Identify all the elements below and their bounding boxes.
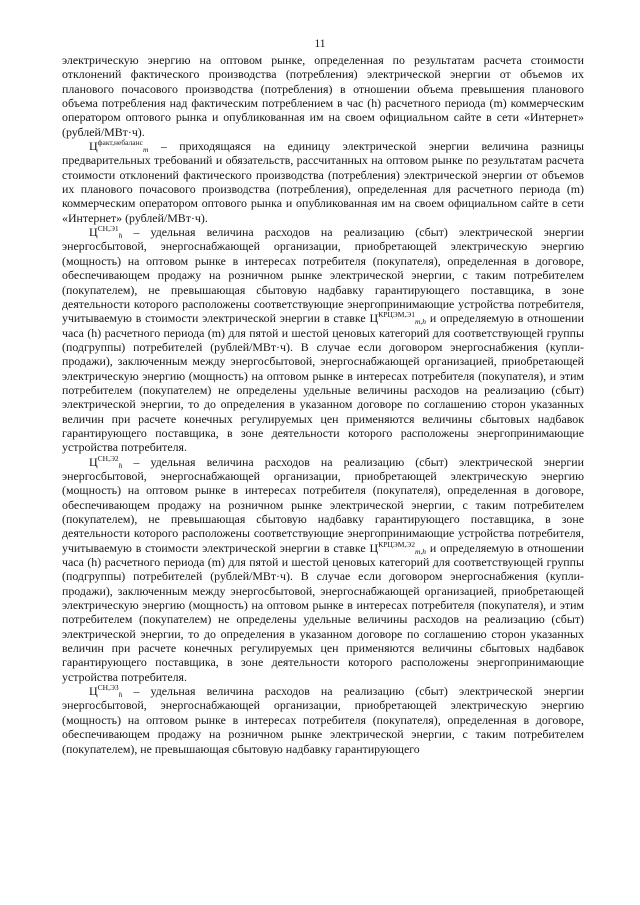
definition-text: – приходящаяся на единицу электрической энергии величина разницы предварительных требований и обязательств, рассчитанных на оптовом рынке по результатам расчета стоимости отклонений фактического производства (потребления) электрической энергии от объемов их планового почасового производства (потребления), определенная для расчетного периода (m) коммерческим оператором оптового рынка и опубликованная им на своем официальном сайте в сети «Интернет» (рублей/МВт·ч). bbox=[62, 139, 584, 225]
definition-sn-e3 bbox=[62, 684, 584, 756]
paragraph-text: электрическую энергию на оптовом рынке, определенная по результатам расчета стоимости отклонений фактического производства (потребления) электрической энергии от объемов их планового почасового производства (потребления) в отношении объема превышения планового объема потребления над фактическим потреблением в час (h) расчетного периода (m) коммерческим оператором оптового рынка и опубликованная им на своем официальном сайте в сети «Интернет» (рублей/МВт·ч). bbox=[62, 53, 584, 139]
definition-fact-imbalance bbox=[62, 139, 584, 225]
definition-text: – удельная величина расходов на реализацию (сбыт) электрической энергии энергосбытовой, энергоснабжающей организации, приобретающей электрическую энергию (мощность) на оптовом рынке в интересах потребителя (покупателя), определенная в договоре, обеспечивающем продажу на розничном рынке электрической энергии, с таким потребителем (покупателем), не превышающая сбытовую надбавку гарантирующего поставщика, в зоне деятельности которого расположены соответствующие энергопринимающие устройства потребителя, учитываемую в стоимости электрической энергии в ставке bbox=[62, 454, 584, 555]
inline-formula-symbol: $Ц^{КРЦЭМ,Э1}_{m,h}$ bbox=[369, 310, 427, 327]
formula-symbol: $Ц^{СН,Э3}_h$ bbox=[89, 683, 123, 700]
formula-symbol: $Ц^{СН,Э1}_h$ bbox=[89, 224, 123, 241]
inline-formula-symbol: $Ц^{КРЦЭМ,Э2}_{m,h}$ bbox=[369, 539, 427, 556]
formula-symbol: $Ц^{факт,небаланс}_m$ bbox=[89, 138, 149, 155]
page-number: 11 bbox=[314, 38, 326, 50]
definition-sn-e2 bbox=[62, 455, 584, 685]
definition-sn-e1 bbox=[62, 225, 584, 455]
definition-text-cont: и определяемую в отношении часа (h) расчетного периода (m) для пятой и шестой ценовых категорий для соответствующей группы (подгруппы) потребителей (рублей/МВт·ч). В случае если договором энергоснабжения (купли-продажи), заключенным между энергосбытовой, энергоснабжающей организацией, приобретающей электрическую энергию (мощность) на оптовом рынке в интересах потребителя (покупателя), и этим потребителем (покупателем) не определены удельные величины расходов на реализацию (сбыт) электрической энергии, то до определения в указанном договоре по соглашению сторон указанных величин при расчете конечных регулируемых цен применяются величины сбытовых надбавок гарантирующего поставщика, в зоне деятельности которого расположены энергопринимающие устройства потребителя. bbox=[62, 540, 584, 684]
document-body bbox=[62, 53, 584, 756]
definition-text: – удельная величина расходов на реализацию (сбыт) электрической энергии энергосбытовой, энергоснабжающей организации, приобретающей электрическую энергию (мощность) на оптовом рынке в интересах потребителя (покупателя), определенная в договоре, обеспечивающем продажу на розничном рынке электрической энергии, с таким потребителем (покупателем), не превышающая сбытовую надбавку гарантирующего поставщика, в зоне деятельности которого расположены соответствующие энергопринимающие устройства потребителя, учитываемую в стоимости электрической энергии в ставке bbox=[62, 225, 584, 326]
definition-text: – удельная величина расходов на реализацию (сбыт) электрической энергии энергосбытовой, энергоснабжающей организации, приобретающей электрическую энергию (мощность) на оптовом рынке в интересах потребителя (покупателя), определенная в договоре, обеспечивающем продажу на розничном рынке электрической энергии, с таким потребителем (покупателем), не превышающая сбытовую надбавку гарантирующего bbox=[62, 684, 584, 756]
paragraph-continuation bbox=[62, 53, 584, 139]
formula-symbol: $Ц^{СН,Э2}_h$ bbox=[89, 453, 123, 470]
definition-text-cont: и определяемую в отношении часа (h) расчетного периода (m) для пятой и шестой ценовых категорий для соответствующей группы (подгруппы) потребителей (рублей/МВт·ч). В случае если договором энергоснабжения (купли-продажи), заключенным между энергосбытовой, энергоснабжающей организацией, приобретающей электрическую энергию (мощность) на оптовом рынке в интересах потребителя (покупателя), и этим потребителем (покупателем) не определены удельные величины расходов на реализацию (сбыт) электрической энергии, то до определения в указанном договоре по соглашению сторон указанных величин при расчете конечных регулируемых цен применяются величины сбытовых надбавок гарантирующего поставщика, в зоне деятельности которого расположены энергопринимающие устройства потребителя. bbox=[62, 311, 584, 455]
